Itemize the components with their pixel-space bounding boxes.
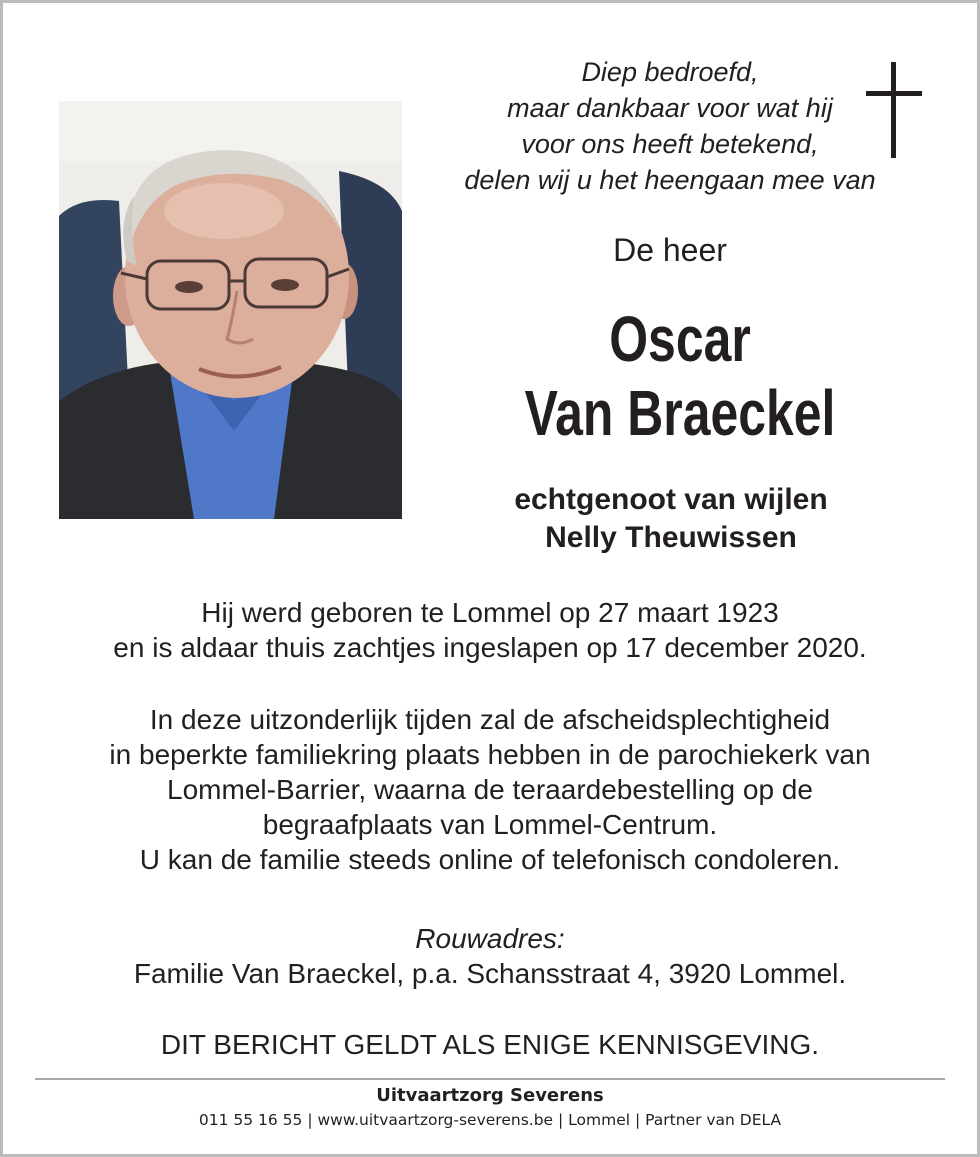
birth-line: Hij werd geboren te Lommel op 27 maart 1923 <box>201 597 779 628</box>
intro-line: Diep bedroefd, <box>581 57 759 87</box>
footer-title: Uitvaartzorg Severens <box>376 1085 604 1106</box>
intro-line: voor ons heeft betekend, <box>521 129 819 159</box>
intro-line: delen wij u het heengaan mee van <box>464 165 876 195</box>
funeral-text <box>40 702 940 877</box>
salutation: De heer <box>613 232 727 268</box>
footer-contact-info: 011 55 16 55 | www.uitvaartzorg-severens.be | Lommel | Partner van DELA <box>198 1111 782 1129</box>
spouse-info <box>420 481 922 557</box>
funeral-line: Lommel-Barrier, waarna de teraardebestelling op de <box>167 774 813 805</box>
latin-cross-icon <box>866 62 922 158</box>
funeral-line: U kan de familie steeds online of telefonisch condoleren. <box>139 844 841 875</box>
spouse-name: Nelly Theuwissen <box>545 521 797 554</box>
spouse-relation: echtgenoot van wijlen <box>514 483 828 516</box>
funeral-line: in beperkte familiekring plaats hebben in de parochiekerk van <box>109 739 871 770</box>
address-label: Rouwadres: <box>415 923 565 954</box>
intro-line: maar dankbaar voor wat hij <box>507 93 833 123</box>
footer-divider <box>35 1078 945 1080</box>
address-text: Familie Van Braeckel, p.a. Schansstraat 4, 3920 Lommel. <box>133 958 847 989</box>
funeral-line: begraafplaats van Lommel-Centrum. <box>262 809 718 840</box>
last-name: Van Braeckel <box>524 377 836 449</box>
notice-text: DIT BERICHT GELDT ALS ENIGE KENNISGEVING. <box>160 1029 820 1060</box>
deceased-name <box>477 302 883 450</box>
funeral-line: In deze uitzonderlijk tijden zal de afscheidsplechtigheid <box>149 704 831 735</box>
first-name: Oscar <box>609 303 751 375</box>
death-line: en is aldaar thuis zachtjes ingeslapen op 17 december 2020. <box>113 632 867 663</box>
portrait-photo <box>59 101 402 519</box>
intro-text <box>420 54 920 198</box>
birth-death-text <box>40 595 940 665</box>
